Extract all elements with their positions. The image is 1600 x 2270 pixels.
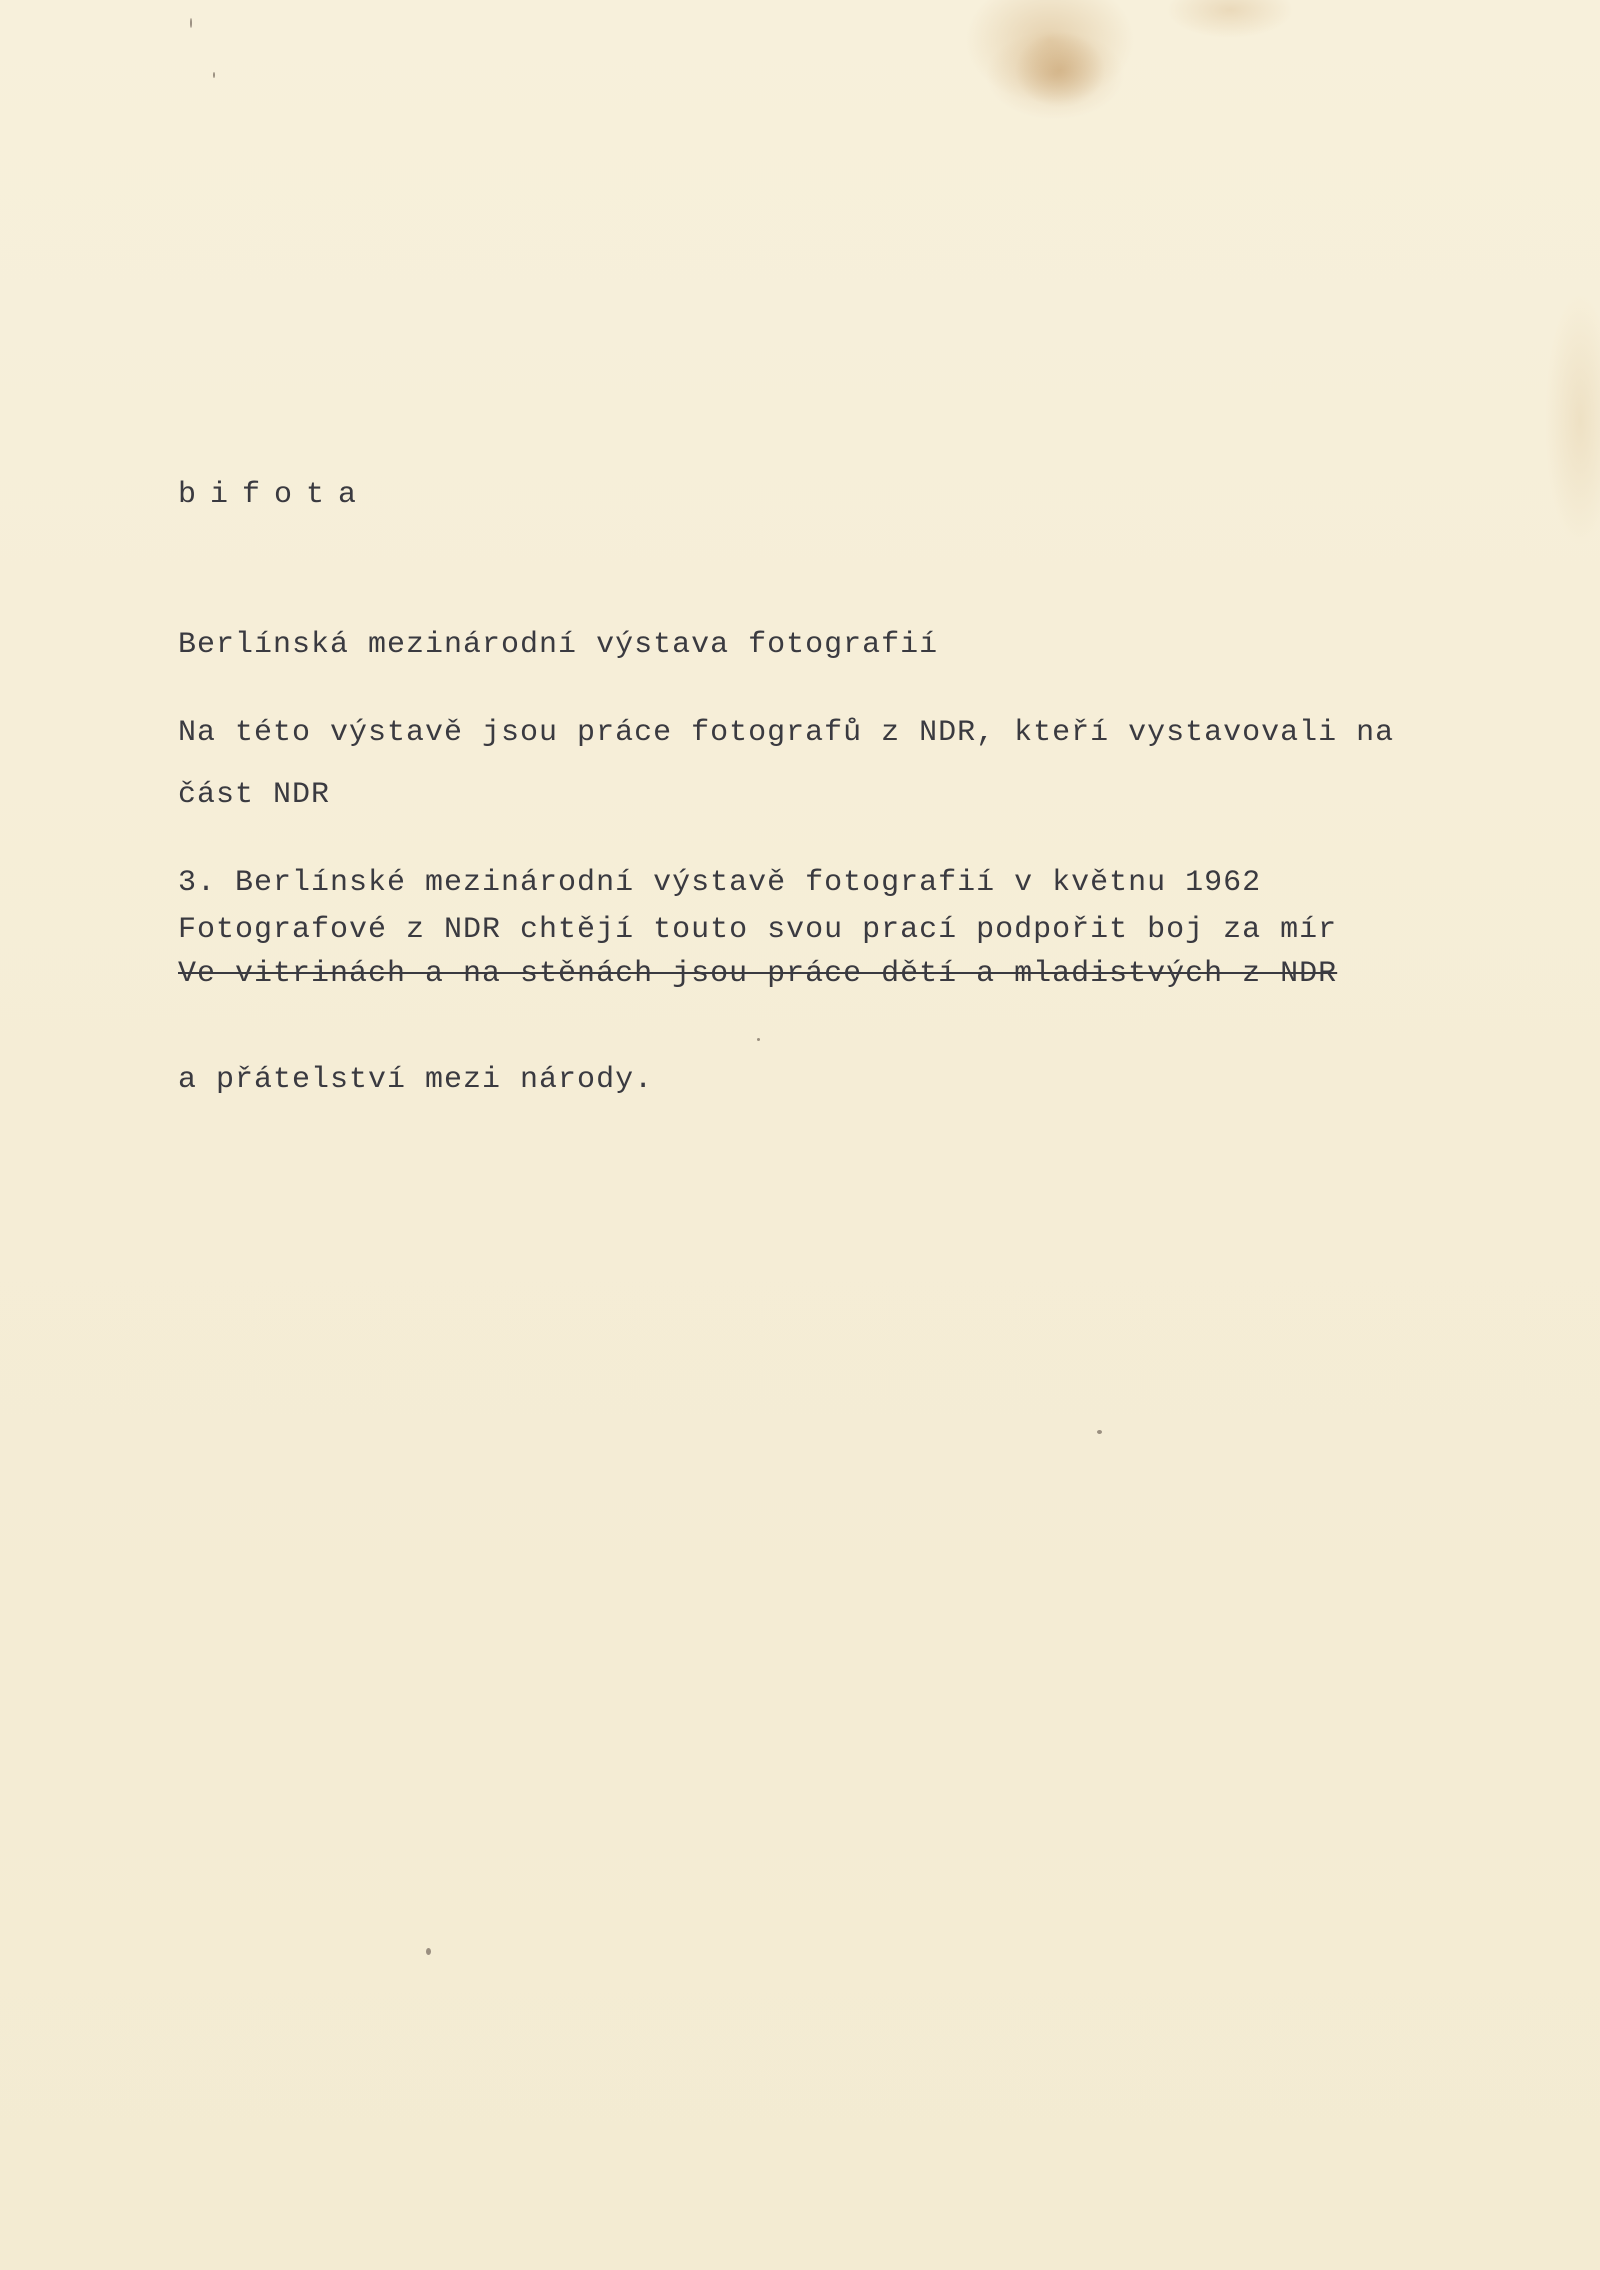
ink-speck <box>1097 1430 1102 1434</box>
ink-speck <box>190 18 192 28</box>
struck-through-line: Ve vitrinách a na stěnách jsou práce dětí a mladistvých z NDR <box>178 957 1338 991</box>
ink-speck <box>213 72 215 78</box>
paragraph-line: a přátelství mezi národy. <box>178 1063 654 1097</box>
paragraph-line: 3. Berlínské mezinárodní výstavě fotografií v květnu 1962 <box>178 866 1262 900</box>
ink-speck <box>757 1038 760 1041</box>
paragraph-line: Fotografové z NDR chtějí touto svou prací podpořit boj za mír <box>178 913 1338 947</box>
coffee-stain <box>985 30 1125 120</box>
document-title: bifota <box>178 478 371 512</box>
paragraph-purpose <box>178 805 1337 1205</box>
document-section: část NDR <box>178 778 331 812</box>
ink-speck <box>426 1948 431 1955</box>
document-subtitle: Berlínská mezinárodní výstava fotografií <box>178 628 939 662</box>
paragraph-line: Na této výstavě jsou práce fotografů z NDR, kteří vystavovali na <box>178 716 1395 750</box>
